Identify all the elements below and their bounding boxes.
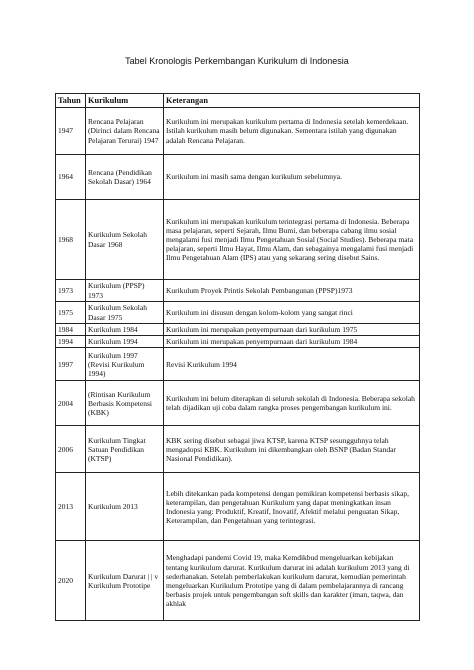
cell-kurikulum: Kurikulum 1997 (Revisi Kurikulum 1994) (86, 348, 164, 381)
cell-kurikulum: Rencana Pelajaran (Dirinci dalam Rencana Pelajaran Terurai) 1947 (86, 108, 164, 155)
cell-keterangan: Revisi Kurikulum 1994 (164, 348, 420, 381)
cell-tahun: 1975 (56, 302, 86, 324)
cell-kurikulum: Kurikulum Sekolah Dasar 1968 (86, 200, 164, 280)
table-row (56, 336, 420, 348)
column-header-tahun: Tahun (56, 94, 86, 108)
cell-tahun: 1968 (56, 200, 86, 280)
cell-keterangan: Kurikulum ini masih sama dengan kurikulum sebelumnya. (164, 155, 420, 200)
table-row (56, 108, 420, 155)
cell-kurikulum: Kurikulum 1984 (86, 324, 164, 336)
page-title: Tabel Kronologis Perkembangan Kurikulum di Indonesia (125, 56, 349, 66)
cell-keterangan: Kurikulum ini merupakan penyempurnaan dari kurikulum 1975 (164, 324, 420, 336)
cell-keterangan: Kurikulum ini merupakan kurikulum pertama di Indonesia setelah kemerdekaan. Istilah kurikulum masih belum digunakan. Sementara istilah yang digunakan adalah Rencana Pelajaran. (164, 108, 420, 155)
cell-kurikulum: Kurikulum (PPSP) 1973 (86, 280, 164, 302)
cell-kurikulum: Kurikulum Sekolah Dasar 1975 (86, 302, 164, 324)
cell-keterangan: Kurikulum ini merupakan penyempurnaan dari kurikulum 1984 (164, 336, 420, 348)
cell-tahun: 2020 (56, 541, 86, 621)
table-row (56, 302, 420, 324)
table-row (56, 155, 420, 200)
cell-kurikulum: Kurikulum 2013 (86, 473, 164, 541)
cell-kurikulum: Rencana (Pendidikan Sekolah Dasar) 1964 (86, 155, 164, 200)
cell-tahun: 2006 (56, 426, 86, 473)
table-row (56, 473, 420, 541)
table-row (56, 324, 420, 336)
cell-keterangan: Menghadapi pandemi Covid 19, maka Kemdikbud mengeluarkan kebijakan tentang kurikulum darurat. Kurikulum darurat ini adalah kurikulum 2013 yang di sederhanakan. Setelah pemberlakukan kurikulum darurat, kemudian pemerintah mengeluarkan Kurikulum Prototipe yang di dalam pembelajarannya di rancang berbasis projek untuk pengembangan soft skills dan karakter (iman, taqwa, dan akhlak (164, 541, 420, 621)
column-header-kurikulum: Kurikulum (86, 94, 164, 108)
cell-kurikulum: Kurikulum Tingkat Satuan Pendidikan (KTSP) (86, 426, 164, 473)
table-row (56, 541, 420, 621)
table-row (56, 426, 420, 473)
cell-tahun: 2013 (56, 473, 86, 541)
cell-tahun: 2004 (56, 381, 86, 426)
curriculum-table (55, 93, 420, 621)
cell-tahun: 1997 (56, 348, 86, 381)
column-header-keterangan: Keterangan (164, 94, 420, 108)
cell-keterangan: Lebih ditekankan pada kompetensi dengan pemikiran kompetensi berbasis sikap, keterampilan, dan pengetahuan Kurikulum yang dapat meningkatkan insan Indonesia yang: Produktif, Kreatif, Inovatif, Afektif melalui penguatan Sikap, Keterampilan, dan Pengetahuan yang terintegrasi. (164, 473, 420, 541)
table-row (56, 200, 420, 280)
cell-tahun: 1973 (56, 280, 86, 302)
cell-keterangan: KBK sering disebut sebagai jiwa KTSP, karena KTSP sesungguhnya telah mengadopsi KBK. Kurikulum ini dikembangkan oleh BSNP (Badan Standar Nasional Pendidikan). (164, 426, 420, 473)
cell-keterangan: Kurikulum ini merupakan kurikulum terintegrasi pertama di Indonesia. Beberapa masa pelajaran, seperti Sejarah, Ilmu Bumi, dan beberapa cabang ilmu sosial mengalami fusi menjadi Ilmu Pengetahuan Sosial (Social Studies). Beberapa mata pelajaran, seperti Ilmu Hayat, Ilmu Alam, dan sebagainya mengalami fusi menjadi Ilmu Pengetahuan Alam (IPS) atau yang sekarang sering disebut Sains. (164, 200, 420, 280)
table-row (56, 348, 420, 381)
table-row (56, 381, 420, 426)
cell-kurikulum: Kurikulum 1994 (86, 336, 164, 348)
cell-kurikulum: (Rintisan Kurikulum Berbasis Kompetensi (KBK) (86, 381, 164, 426)
cell-tahun: 1947 (56, 108, 86, 155)
table-header-row (56, 94, 420, 108)
cell-keterangan: Kurikulum ini disusun dengan kolom-kolom yang sangat rinci (164, 302, 420, 324)
cell-keterangan: Kurikulum ini belum diterapkan di seluruh sekolah di Indonesia. Beberapa sekolah telah dijadikan uji coba dalam rangka proses pengembangan kurikulum ini. (164, 381, 420, 426)
cell-tahun: 1964 (56, 155, 86, 200)
cell-keterangan: Kurikulum Proyek Printis Sekolah Pembangunan (PPSP)1973 (164, 280, 420, 302)
cell-tahun: 1984 (56, 324, 86, 336)
cell-kurikulum: Kurikulum Darurat | | v Kurikulum Prototipe (86, 541, 164, 621)
table-row (56, 280, 420, 302)
cell-tahun: 1994 (56, 336, 86, 348)
